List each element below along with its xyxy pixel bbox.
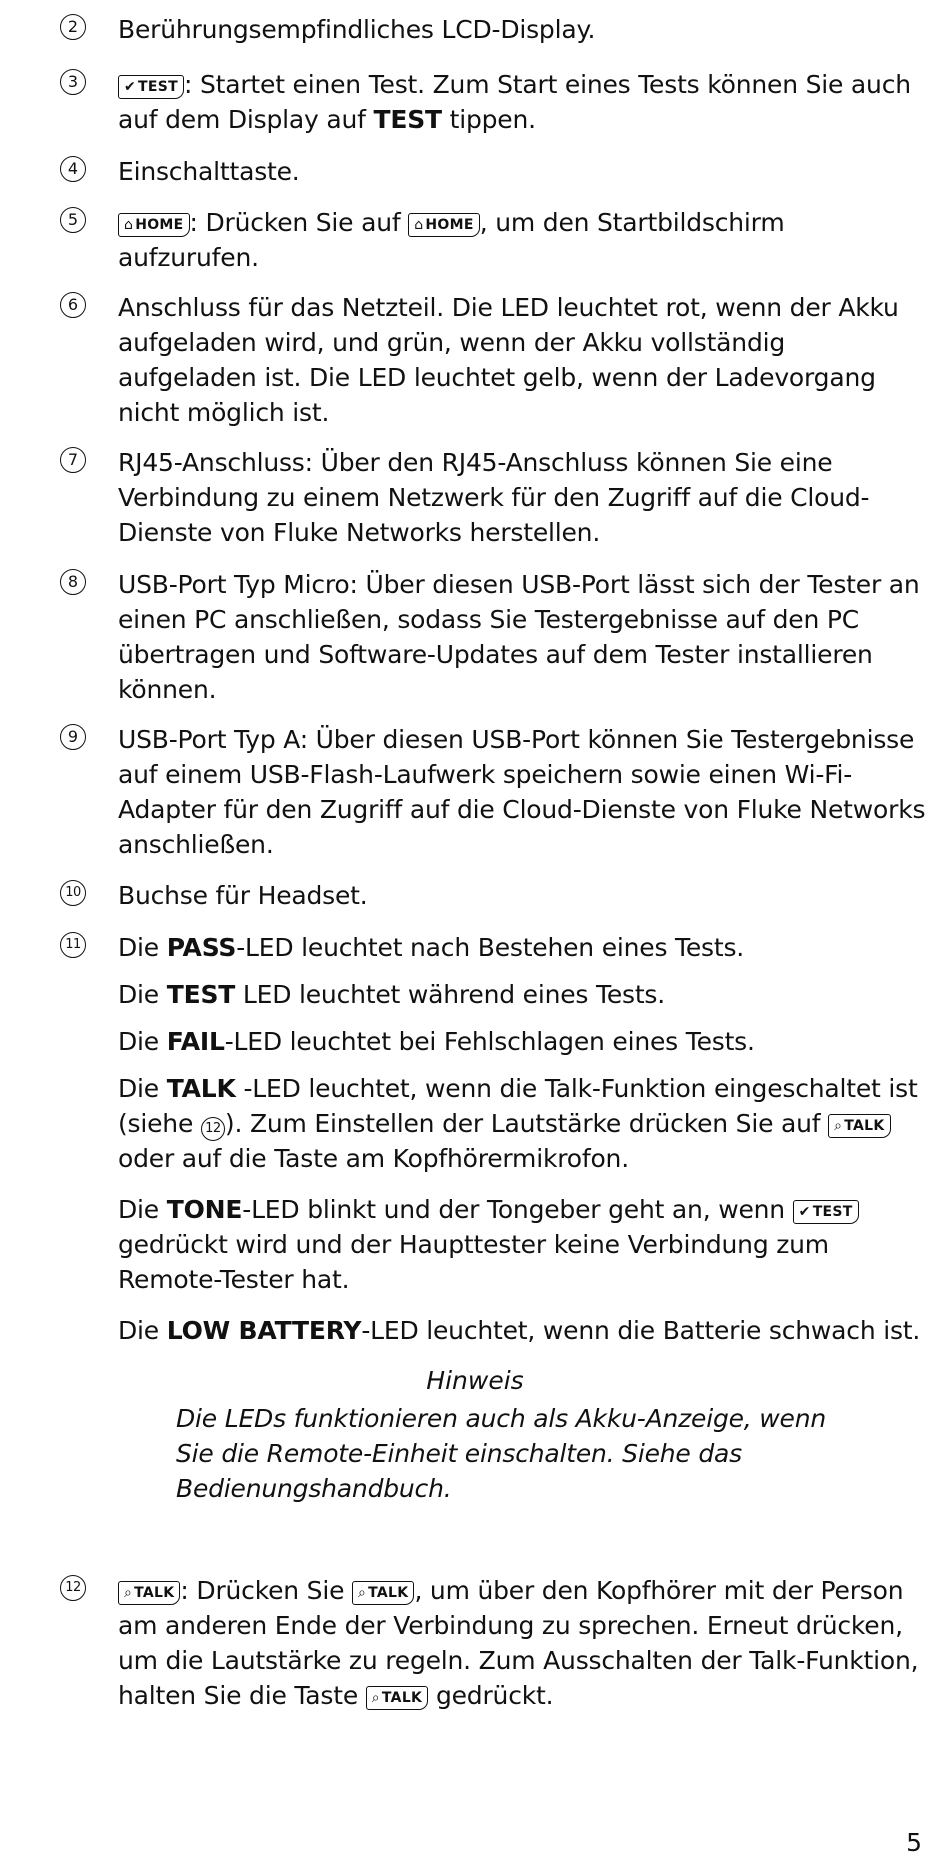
item-number: 10 — [60, 880, 86, 906]
list-item-3 — [60, 67, 930, 137]
talk-key: ⌕ TALK — [352, 1581, 414, 1605]
led-low-battery-text: Die LOW BATTERY-LED leuchtet, wenn die Batterie schwach ist. — [118, 1316, 921, 1345]
talk-key: ⌕ TALK — [118, 1581, 180, 1605]
item-text: ✔ TEST : Startet einen Test. Zum Start eines Tests können Sie auch auf dem Display auf TEST tippen. — [118, 70, 911, 134]
test-key: ✔ TEST — [793, 1200, 859, 1224]
talk-key: ⌕ TALK — [828, 1114, 890, 1138]
list-item-9 — [60, 722, 930, 862]
item-text: ⌂ HOME : Drücken Sie auf ⌂ HOME , um den Startbildschirm aufzurufen. — [118, 208, 785, 272]
item-number: 5 — [60, 207, 86, 233]
item-number: 8 — [60, 569, 86, 595]
speech-bubble-icon: ⌕ — [358, 1585, 367, 1601]
item-text: Buchse für Headset. — [118, 881, 368, 910]
list-item-8 — [60, 567, 930, 707]
page-number: 5 — [906, 1828, 922, 1857]
speech-bubble-icon: ⌕ — [834, 1118, 843, 1134]
check-icon: ✔ — [124, 79, 137, 95]
item-number: 2 — [60, 14, 86, 40]
check-icon: ✔ — [798, 1204, 811, 1220]
home-key: ⌂ HOME — [118, 213, 190, 237]
item-text: Einschalttaste. — [118, 157, 300, 186]
list-item-11 — [60, 930, 930, 965]
item-text: Anschluss für das Netzteil. Die LED leuchtet rot, wenn der Akku aufgeladen wird, und grün, wenn der Akku vollständig aufgeladen ist. Die LED leuchtet gelb, wenn der Ladevorgang nicht möglich ist. — [118, 293, 899, 427]
led-pass-text: Die PASS-LED leuchtet nach Bestehen eines Tests. — [118, 933, 745, 962]
list-item-2 — [60, 12, 930, 47]
speech-bubble-icon: ⌕ — [371, 1690, 380, 1706]
item-number: 12 — [60, 1575, 86, 1601]
talk-key: ⌕ TALK — [366, 1686, 428, 1710]
list-item-6 — [60, 290, 930, 430]
led-test-text: Die TEST LED leuchtet während eines Tests. — [118, 980, 665, 1009]
item-number: 9 — [60, 724, 86, 750]
item-text: Berührungsempfindliches LCD-Display. — [118, 15, 596, 44]
list-item-12 — [60, 1573, 930, 1713]
item-text: ⌕ TALK : Drücken Sie ⌕ TALK , um über den Kopfhörer mit der Person am anderen Ende der Verbindung zu sprechen. Erneut drücken, um die Lautstärke zu regeln. Zum Ausschalten der Talk-Funktion, halten Sie die Taste ⌕ TALK gedrückt. — [118, 1576, 919, 1710]
item-reference: 12 — [201, 1117, 225, 1141]
note-title: Hinweis — [426, 1366, 524, 1395]
led-fail-text: Die FAIL-LED leuchtet bei Fehlschlagen eines Tests. — [118, 1027, 755, 1056]
item-text: USB-Port Typ Micro: Über diesen USB-Port lässt sich der Tester an einen PC anschließen, sodass Sie Testergebnisse auf den PC übertragen und Software-Updates auf dem Tester installieren können. — [118, 570, 920, 704]
item-number: 6 — [60, 292, 86, 318]
item-text: USB-Port Typ A: Über diesen USB-Port können Sie Testergebnisse auf einem USB-Flash-Laufwerk speichern sowie einen Wi-Fi-Adapter für den Zugriff auf die Cloud-Dienste von Fluke Networks anschließen. — [118, 725, 926, 859]
home-key: ⌂ HOME — [408, 213, 480, 237]
list-item-10 — [60, 878, 930, 913]
item-number: 3 — [60, 69, 86, 95]
led-tone-text: Die TONE-LED blinkt und der Tongeber geht an, wenn ✔ TEST gedrückt wird und der Haupttester keine Verbindung zum Remote-Tester hat. — [118, 1192, 930, 1297]
house-icon: ⌂ — [414, 217, 424, 233]
house-icon: ⌂ — [124, 217, 134, 233]
item-text: RJ45-Anschluss: Über den RJ45-Anschluss können Sie eine Verbindung zu einem Netzwerk für den Zugriff auf die Cloud-Dienste von Fluke Networks herstellen. — [118, 448, 870, 547]
item-number: 7 — [60, 447, 86, 473]
item-number: 11 — [60, 932, 86, 958]
note-body: Die LEDs funktionieren auch als Akku-Anzeige, wenn Sie die Remote-Einheit einschalten. Siehe das Bedienungshandbuch. — [176, 1404, 827, 1503]
test-key: ✔ TEST — [118, 75, 184, 99]
list-item-7 — [60, 445, 930, 550]
speech-bubble-icon: ⌕ — [124, 1585, 133, 1601]
item-number: 4 — [60, 156, 86, 182]
list-item-4 — [60, 154, 930, 189]
list-item-5 — [60, 205, 930, 275]
led-talk-text: Die TALK -LED leuchtet, wenn die Talk-Funktion eingeschaltet ist (siehe 12 ). Zum Einstellen der Lautstärke drücken Sie auf ⌕ TALK oder auf die Taste am Kopfhörermikrofon. — [118, 1074, 918, 1173]
